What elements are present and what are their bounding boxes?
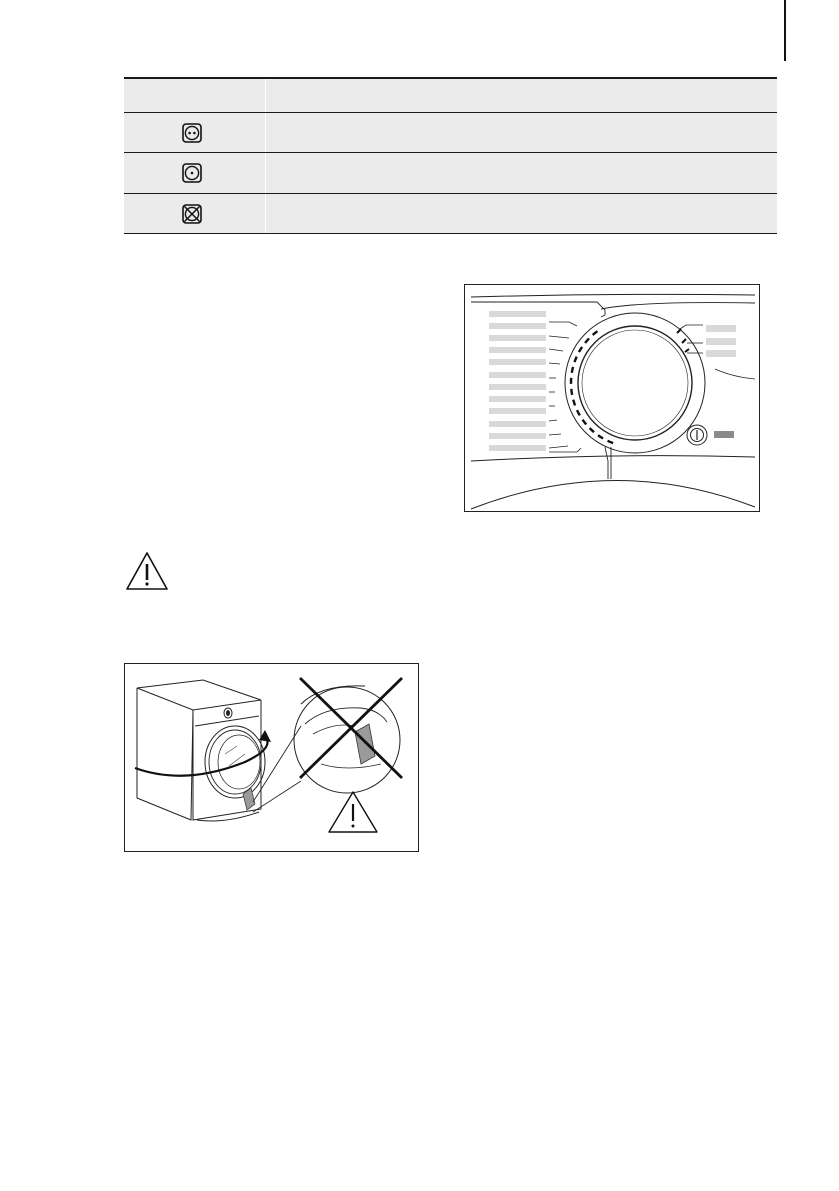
table-header-symbol-cell: [124, 79, 266, 112]
tumble-dry-low-temperature-icon: [182, 163, 202, 183]
power-label-placeholder: [714, 431, 734, 438]
do-not-tumble-dry-icon: [182, 204, 202, 224]
table-symbol-cell: [124, 153, 266, 193]
table-symbol-cell: [124, 194, 266, 233]
control-panel-illustration: [465, 285, 759, 511]
table-row: [124, 194, 777, 234]
table-row: [124, 113, 777, 153]
table-symbol-cell: [124, 113, 266, 152]
table-row: [124, 153, 777, 194]
warning-triangle-icon: [125, 551, 169, 591]
programme-labels: [489, 311, 546, 451]
door-figure: [124, 663, 419, 852]
power-button-icon: [687, 425, 707, 445]
table-header-row: [124, 79, 777, 113]
option-labels: [706, 325, 736, 357]
binding-margin-line: [784, 0, 786, 61]
control-panel-figure: [464, 284, 760, 512]
tumble-dry-normal-temperature-icon: [182, 123, 202, 143]
door-closing-illustration: [125, 664, 418, 851]
